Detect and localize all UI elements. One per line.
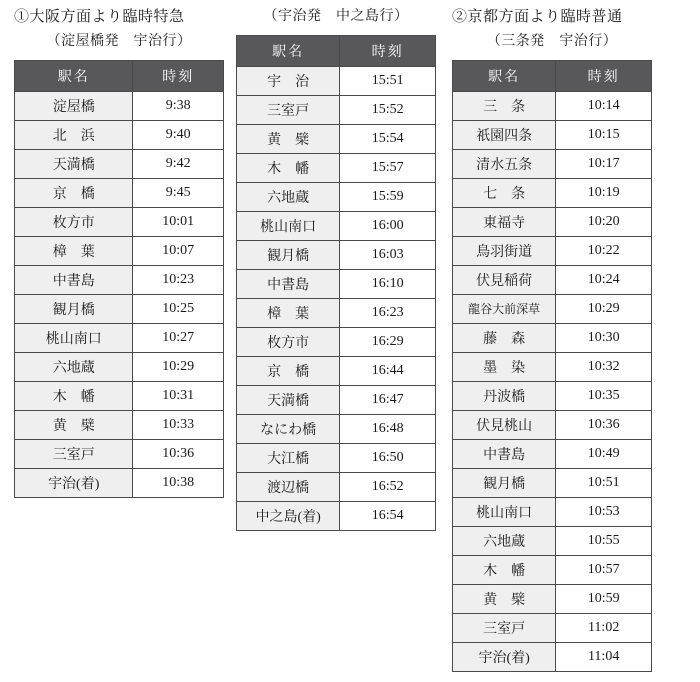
table-row: [15, 120, 224, 149]
station-name: 黄 檗: [15, 410, 133, 439]
station-name: 伏見桃山: [453, 410, 556, 439]
departure-time: 10:07: [133, 236, 224, 265]
departure-time: 16:48: [340, 415, 436, 444]
table-row: [15, 381, 224, 410]
station-name: 六地蔵: [15, 352, 133, 381]
station-name: 東福寺: [453, 207, 556, 236]
column-3-title: ②京都方面より臨時普通: [452, 9, 623, 25]
table-row: [15, 91, 224, 120]
table-row: [453, 207, 652, 236]
station-name: 枚方市: [15, 207, 133, 236]
departure-time: 16:10: [340, 270, 436, 299]
header-time: 時刻: [340, 36, 436, 67]
station-name: 三室戸: [453, 613, 556, 642]
station-name: 桃山南口: [237, 212, 340, 241]
departure-time: 10:51: [556, 468, 652, 497]
table-header-row: [15, 60, 224, 91]
table-row: [453, 526, 652, 555]
table-row: [453, 178, 652, 207]
station-name: 京 橋: [237, 357, 340, 386]
table-row: [15, 265, 224, 294]
station-name: 大江橋: [237, 444, 340, 473]
departure-time: 10:29: [556, 294, 652, 323]
table-row: [15, 236, 224, 265]
timetable-column-2: [236, 0, 436, 531]
station-name: 七 条: [453, 178, 556, 207]
table-row: [15, 439, 224, 468]
table-row: [453, 294, 652, 323]
departure-time: 16:47: [340, 386, 436, 415]
station-name: 木 幡: [237, 154, 340, 183]
departure-time: 10:36: [133, 439, 224, 468]
station-name: 天満橋: [237, 386, 340, 415]
station-name: 渡辺橋: [237, 473, 340, 502]
table-row: [453, 265, 652, 294]
departure-time: 10:01: [133, 207, 224, 236]
departure-time: 11:02: [556, 613, 652, 642]
departure-time: 15:57: [340, 154, 436, 183]
departure-time: 11:04: [556, 642, 652, 671]
departure-time: 10:20: [556, 207, 652, 236]
station-name: 宇治(着): [453, 642, 556, 671]
header-station: 駅名: [453, 60, 556, 91]
departure-time: 10:15: [556, 120, 652, 149]
column-1-title: ①大阪方面より臨時特急: [14, 9, 185, 25]
station-name: 観月橋: [453, 468, 556, 497]
departure-time: 16:29: [340, 328, 436, 357]
departure-time: 15:59: [340, 183, 436, 212]
departure-time: 10:31: [133, 381, 224, 410]
table-row: [15, 294, 224, 323]
departure-time: 15:52: [340, 96, 436, 125]
departure-time: 10:35: [556, 381, 652, 410]
departure-time: 10:17: [556, 149, 652, 178]
table-row: [453, 497, 652, 526]
departure-time: 9:45: [133, 178, 224, 207]
station-name: 樟 葉: [15, 236, 133, 265]
station-name: 京 橋: [15, 178, 133, 207]
table-row: [453, 468, 652, 497]
table-header-row: [453, 60, 652, 91]
station-name: 淀屋橋: [15, 91, 133, 120]
station-name: 中之島(着): [237, 502, 340, 531]
table-row: [453, 120, 652, 149]
header-station: 駅名: [237, 36, 340, 67]
table-row: [237, 328, 436, 357]
table-row: [15, 207, 224, 236]
table-row: [237, 183, 436, 212]
station-name: 中書島: [237, 270, 340, 299]
departure-time: 10:14: [556, 91, 652, 120]
departure-time: 16:54: [340, 502, 436, 531]
table-row: [453, 439, 652, 468]
timetable-1: [14, 60, 224, 498]
departure-time: 10:33: [133, 410, 224, 439]
departure-time: 10:29: [133, 352, 224, 381]
table-row: [453, 410, 652, 439]
station-name: 木 幡: [15, 381, 133, 410]
table-row: [237, 444, 436, 473]
station-name: 丹波橋: [453, 381, 556, 410]
station-name: 中書島: [15, 265, 133, 294]
table-row: [237, 386, 436, 415]
departure-time: 10:23: [133, 265, 224, 294]
departure-time: 16:50: [340, 444, 436, 473]
table-row: [15, 468, 224, 497]
table-header-row: [237, 36, 436, 67]
departure-time: 10:19: [556, 178, 652, 207]
station-name: 黄 檗: [237, 125, 340, 154]
departure-time: 9:42: [133, 149, 224, 178]
departure-time: 10:36: [556, 410, 652, 439]
station-name: 三室戸: [237, 96, 340, 125]
departure-time: 10:59: [556, 584, 652, 613]
departure-time: 10:27: [133, 323, 224, 352]
departure-time: 10:57: [556, 555, 652, 584]
table-row: [237, 67, 436, 96]
table-row: [237, 241, 436, 270]
station-name: 観月橋: [15, 294, 133, 323]
column-1-subtitle: （淀屋橋発 宇治行）: [46, 33, 192, 49]
timetable-3: [452, 60, 652, 672]
departure-time: 10:32: [556, 352, 652, 381]
table-row: [237, 502, 436, 531]
table-row: [237, 299, 436, 328]
departure-time: 16:52: [340, 473, 436, 502]
departure-time: 9:40: [133, 120, 224, 149]
table-row: [453, 236, 652, 265]
table-row: [237, 125, 436, 154]
station-name: 天満橋: [15, 149, 133, 178]
header-station: 駅名: [15, 60, 133, 91]
departure-time: 15:51: [340, 67, 436, 96]
station-name: 樟 葉: [237, 299, 340, 328]
station-name: 清水五条: [453, 149, 556, 178]
departure-time: 10:49: [556, 439, 652, 468]
table-row: [15, 149, 224, 178]
departure-time: 16:03: [340, 241, 436, 270]
table-row: [453, 352, 652, 381]
table-row: [237, 270, 436, 299]
departure-time: 16:00: [340, 212, 436, 241]
station-name: 観月橋: [237, 241, 340, 270]
station-name: 木 幡: [453, 555, 556, 584]
station-name: 桃山南口: [15, 323, 133, 352]
timetable-column-1: [14, 0, 224, 498]
departure-time: 10:25: [133, 294, 224, 323]
departure-time: 10:53: [556, 497, 652, 526]
station-name: 祇園四条: [453, 120, 556, 149]
station-name: 伏見稲荷: [453, 265, 556, 294]
table-row: [453, 613, 652, 642]
table-row: [453, 555, 652, 584]
station-name: 六地蔵: [453, 526, 556, 555]
departure-time: 10:30: [556, 323, 652, 352]
table-row: [237, 154, 436, 183]
timetable-2: [236, 35, 436, 531]
table-row: [453, 381, 652, 410]
departure-time: 10:55: [556, 526, 652, 555]
table-row: [237, 415, 436, 444]
station-name: 藤 森: [453, 323, 556, 352]
header-time: 時刻: [133, 60, 224, 91]
station-name: 枚方市: [237, 328, 340, 357]
departure-time: 15:54: [340, 125, 436, 154]
station-name: 黄 檗: [453, 584, 556, 613]
station-name: 北 浜: [15, 120, 133, 149]
departure-time: 16:44: [340, 357, 436, 386]
table-row: [237, 96, 436, 125]
departure-time: 10:24: [556, 265, 652, 294]
station-name: 宇 治: [237, 67, 340, 96]
station-name: なにわ橋: [237, 415, 340, 444]
departure-time: 10:22: [556, 236, 652, 265]
table-row: [453, 149, 652, 178]
station-name: 三室戸: [15, 439, 133, 468]
station-name: 中書島: [453, 439, 556, 468]
column-3-subtitle: （三条発 宇治行）: [486, 33, 618, 49]
station-name: 龍谷大前深草: [453, 294, 556, 323]
departure-time: 10:38: [133, 468, 224, 497]
table-row: [15, 410, 224, 439]
table-row: [15, 352, 224, 381]
station-name: 鳥羽街道: [453, 236, 556, 265]
station-name: 三 条: [453, 91, 556, 120]
table-row: [453, 323, 652, 352]
table-row: [453, 642, 652, 671]
station-name: 六地蔵: [237, 183, 340, 212]
station-name: 墨 染: [453, 352, 556, 381]
timetable-column-3: [452, 0, 652, 672]
header-time: 時刻: [556, 60, 652, 91]
departure-time: 9:38: [133, 91, 224, 120]
station-name: 桃山南口: [453, 497, 556, 526]
table-row: [237, 357, 436, 386]
table-row: [453, 91, 652, 120]
table-row: [237, 473, 436, 502]
table-row: [15, 323, 224, 352]
table-row: [453, 584, 652, 613]
table-row: [15, 178, 224, 207]
column-2-subtitle: （宇治発 中之島行）: [263, 9, 409, 24]
station-name: 宇治(着): [15, 468, 133, 497]
departure-time: 16:23: [340, 299, 436, 328]
table-row: [237, 212, 436, 241]
